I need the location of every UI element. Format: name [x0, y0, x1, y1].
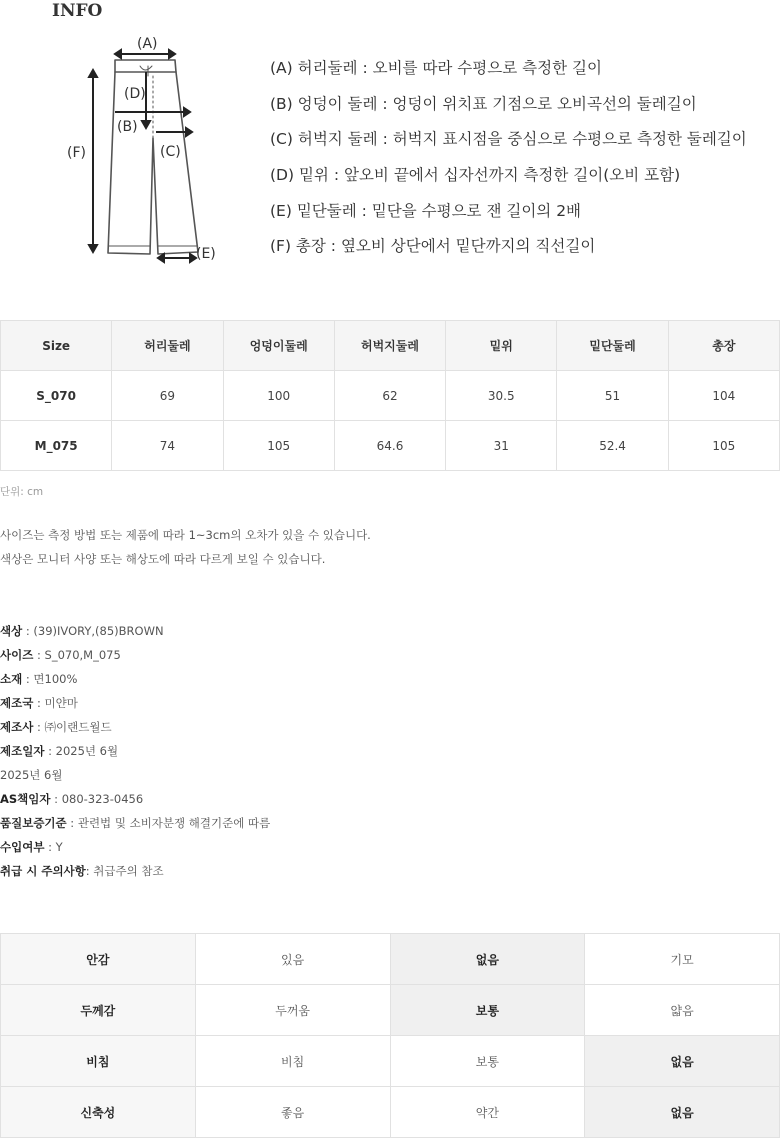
label-e: (E)	[196, 246, 216, 262]
size-name-cell: M_075	[1, 421, 112, 471]
spec-key: 품질보증기준	[0, 816, 67, 830]
measurement-legend	[270, 55, 747, 269]
arrow-b-head	[184, 108, 190, 116]
pants-measurement-diagram	[60, 28, 230, 268]
notice-line: 색상은 모니터 사양 또는 해상도에 따라 다르게 보일 수 있습니다.	[0, 552, 326, 566]
size-value-cell: 51	[557, 371, 668, 421]
attr-option-selected: 보통	[390, 985, 585, 1036]
spec-key: 수입여부	[0, 840, 45, 854]
spec-maker	[0, 715, 270, 739]
attr-label: 비침	[1, 1036, 196, 1087]
size-value-cell: 104	[668, 371, 779, 421]
legend-item: (C) 허벅지 둘레 : 허벅지 표시점을 중심으로 수평으로 측정한 둘레길이	[270, 130, 747, 149]
spec-value: : Y	[44, 840, 63, 854]
spec-material	[0, 667, 270, 691]
arrow-f-top-head	[89, 70, 97, 77]
legend-item: (B) 엉덩이 둘레 : 엉덩이 위치표 기점으로 오비곡선의 둘레길이	[270, 94, 697, 113]
attr-option: 약간	[390, 1087, 585, 1138]
size-value-cell: 31	[446, 421, 557, 471]
size-value-cell: 69	[112, 371, 223, 421]
size-value-cell: 30.5	[446, 371, 557, 421]
attr-option: 좋음	[195, 1087, 390, 1138]
size-header-cell: 밑단둘레	[557, 321, 668, 371]
attr-option-selected: 없음	[390, 934, 585, 985]
attr-option: 있음	[195, 934, 390, 985]
size-table-row	[1, 371, 780, 421]
size-value-cell: 52.4	[557, 421, 668, 471]
attr-label: 신축성	[1, 1087, 196, 1138]
size-value-cell: 100	[223, 371, 334, 421]
attr-option: 얇음	[585, 985, 780, 1036]
label-c: (C)	[160, 144, 181, 160]
spec-size	[0, 643, 270, 667]
attr-option: 보통	[390, 1036, 585, 1087]
attr-option: 기모	[585, 934, 780, 985]
attr-row-thickness	[1, 985, 780, 1036]
arrow-a-left-head	[115, 50, 121, 58]
spec-warranty	[0, 811, 270, 835]
spec-key: AS책임자	[0, 792, 51, 806]
spec-as	[0, 787, 270, 811]
size-value-cell: 105	[223, 421, 334, 471]
spec-key: 사이즈	[0, 648, 34, 662]
size-table	[0, 320, 780, 471]
spec-country	[0, 691, 270, 715]
legend-item: (F) 총장 : 옆오비 상단에서 밑단까지의 직선길이	[270, 237, 596, 256]
arrow-c-head	[186, 128, 192, 136]
attr-row-lining	[1, 934, 780, 985]
spec-key: 취급 시 주의사항	[0, 864, 86, 878]
attr-label: 두께감	[1, 985, 196, 1036]
attr-row-stretch	[1, 1087, 780, 1138]
size-header-cell: 총장	[668, 321, 779, 371]
size-header-cell: 밑위	[446, 321, 557, 371]
spec-value: : 080-323-0456	[50, 792, 144, 806]
attr-option-selected: 없음	[585, 1087, 780, 1138]
arrow-f-bottom-head	[89, 245, 97, 252]
label-b: (B)	[117, 119, 138, 135]
spec-key: 색상	[0, 624, 23, 638]
fabric-attribute-table	[0, 933, 780, 1138]
spec-value: : 취급주의 참조	[85, 864, 164, 878]
size-table-header-row	[1, 321, 780, 371]
label-a: (A)	[137, 36, 158, 52]
pants-outline	[108, 72, 198, 254]
spec-value: : 2025년 6월	[44, 744, 119, 758]
size-header-cell: 엉덩이둘레	[223, 321, 334, 371]
spec-key: 제조국	[0, 696, 34, 710]
product-spec-list	[0, 619, 270, 883]
legend-item: (D) 밑위 : 앞오비 끝에서 십자선까지 측정한 길이(오비 포함)	[270, 166, 681, 185]
spec-value: : S_070,M_075	[33, 648, 121, 662]
spec-key: 소재	[0, 672, 23, 686]
size-header-cell: 허벅지둘레	[334, 321, 445, 371]
attr-option: 비침	[195, 1036, 390, 1087]
spec-color	[0, 619, 270, 643]
legend-item: (A) 허리둘레 : 오비를 따라 수평으로 측정한 길이	[270, 59, 602, 77]
spec-key: 제조사	[0, 720, 34, 734]
spec-care	[0, 859, 270, 883]
spec-value: : 미얀마	[33, 696, 78, 710]
label-d: (D)	[124, 86, 146, 102]
info-title: INFO	[52, 1, 103, 21]
spec-value: : (39)IVORY,(85)BROWN	[22, 624, 164, 638]
attr-label: 안감	[1, 934, 196, 985]
label-f: (F)	[67, 145, 86, 161]
spec-value: : ㈜이랜드월드	[33, 720, 112, 734]
spec-value: : 관련법 및 소비자분쟁 해결기준에 따름	[66, 816, 271, 830]
size-value-cell: 64.6	[334, 421, 445, 471]
size-value-cell: 62	[334, 371, 445, 421]
spec-value: : 면100%	[22, 672, 78, 686]
spec-date	[0, 739, 270, 763]
arrow-d-head	[142, 121, 150, 128]
attr-row-sheerness	[1, 1036, 780, 1087]
size-value-cell: 105	[668, 421, 779, 471]
notice-line: 사이즈는 측정 방법 또는 제품에 따라 1~3cm의 오차가 있을 수 있습니다.	[0, 528, 371, 542]
notice-block	[0, 523, 371, 571]
size-value-cell: 74	[112, 421, 223, 471]
spec-date-extra: 2025년 6월	[0, 768, 63, 782]
size-table-row	[1, 421, 780, 471]
attr-option-selected: 없음	[585, 1036, 780, 1087]
attr-option: 두꺼움	[195, 985, 390, 1036]
spec-import	[0, 835, 270, 859]
spec-key: 제조일자	[0, 744, 45, 758]
unit-note: 단위: cm	[0, 486, 44, 498]
arrow-a-right-head	[169, 50, 175, 58]
size-header-cell: 허리둘레	[112, 321, 223, 371]
arrow-e-left-head	[158, 254, 164, 262]
size-header-cell: Size	[1, 321, 112, 371]
size-name-cell: S_070	[1, 371, 112, 421]
legend-item: (E) 밑단둘레 : 밑단을 수평으로 잰 길이의 2배	[270, 201, 582, 220]
